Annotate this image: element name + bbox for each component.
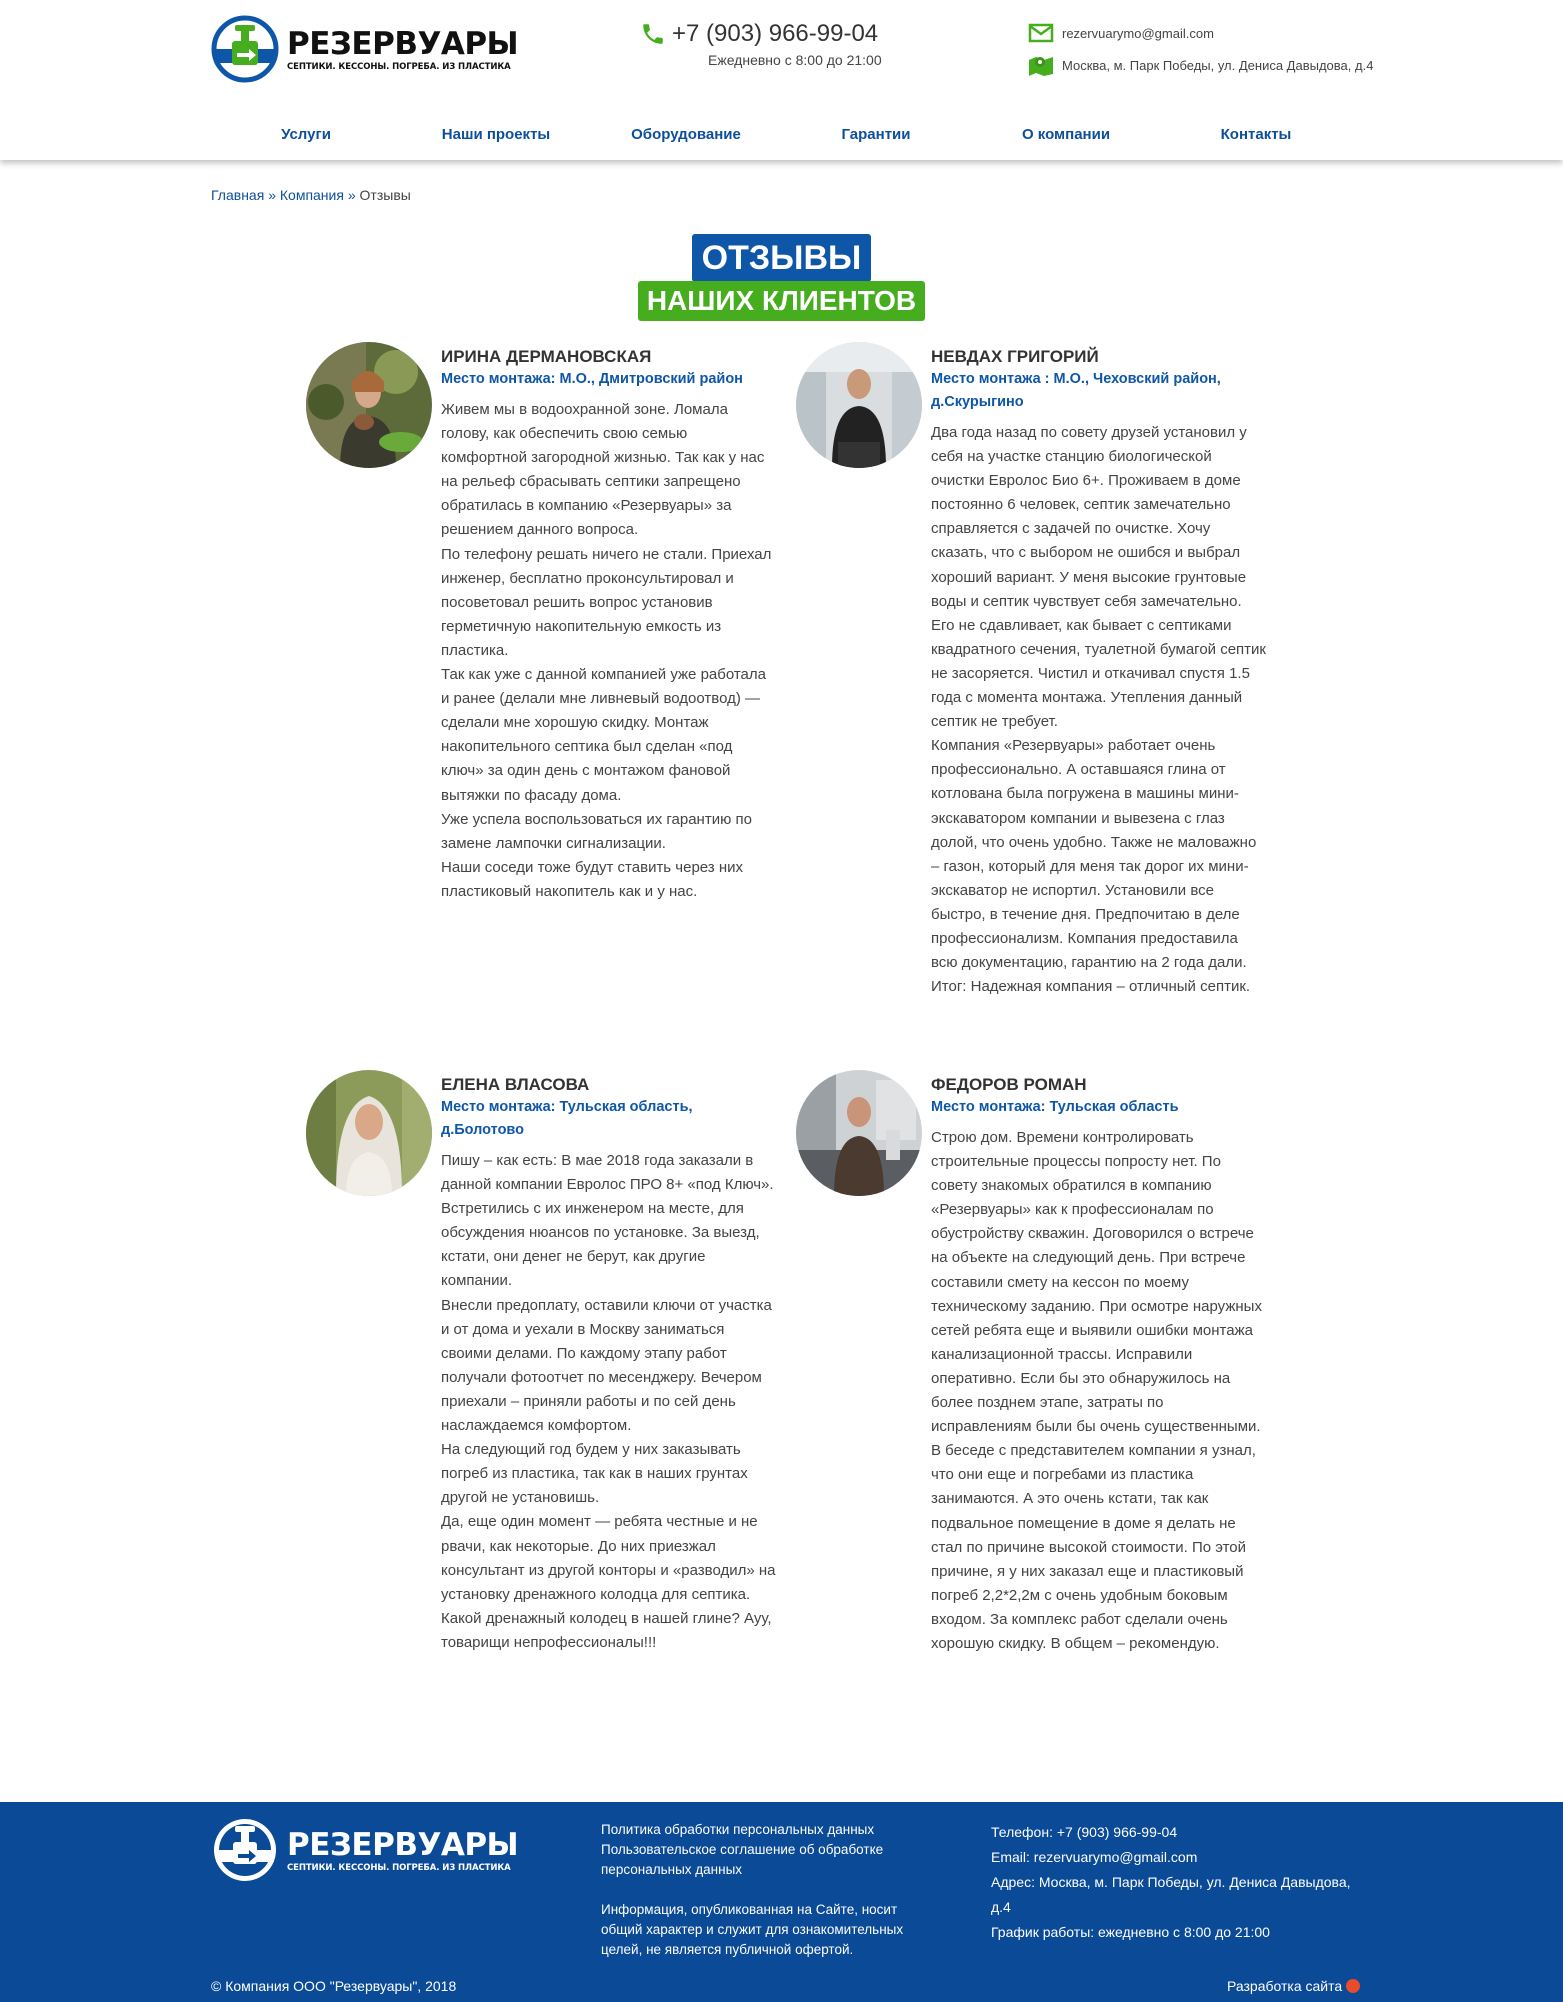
nav-item-guarantees[interactable]: Гарантии (841, 126, 911, 143)
footer-contacts (991, 1820, 1371, 1945)
developer-label: Разработка сайта (1227, 1978, 1343, 1994)
review-author: ИРИНА ДЕРМАНОВСКАЯ (441, 347, 652, 366)
map-icon (1028, 54, 1054, 76)
breadcrumb-separator: » (268, 187, 276, 203)
site-logo[interactable] (211, 14, 519, 84)
avatar (306, 1070, 432, 1196)
review-place: Место монтажа: Тульская область, д.Болотово (441, 1099, 693, 1138)
review-place: Место монтажа : М.О., Чеховский район, д.Скурыгино (931, 371, 1221, 410)
review-text: Два года назад по совету друзей установил у себя на участке станцию биологической очистки Евролос Био 6+. Проживаем в доме постоянно 6 человек, септик замечательно справляется с задачей по очистке. Хочу сказать, что с выбором не ошибся и выбрал хороший вариант. У меня высокие грунтовые воды и септик чувствует себя замечательно. Его не сдавливает, как бывает с септиками квадратного сечения, туалетной бумагой септик не засоряется. Чистил и откачивал спустя 1.5 года с момента монтажа. Утепления данный септик не требует. Компания «Резервуары» работает очень профессионально. А оставшаяся глина от котлована была погружена в машины мини-экскаватором компании и вывезена с глаз долой, что очень удобно. Также не маловажно – газон, который для меня так дорог их мини-экскаватор не испортил. Установили все быстро, в течение дня. Предпочитаю в деле профессионализм. Компания предоставила всю документацию, гарантию на 2 года дали. Итог: Надежная компания – отличный септик. (931, 424, 1266, 996)
working-hours: Ежедневно с 8:00 до 21:00 (708, 52, 882, 68)
avatar (796, 1070, 922, 1196)
mail-icon (1028, 22, 1054, 44)
review-text: Пишу – как есть: В мае 2018 года заказали в данной компании Евролос ПРО 8+ «под Ключ». Встретились с их инженером на месте, для обсуждения нюансов по установке. За выезд, кстати, они денег не берут, как другие компании. Внесли предоплату, оставили ключи от участка и от дома и уехали в Москву заниматься своими делами. По каждому этапу работ получали фотоотчет по месенджеру. Вечером приехали – приняли работы и по сей день наслаждаемся комфортом. На следующий год будем у них заказывать погреб из пластика, так как в наших грунтах другой не установишь. Да, еще один момент — ребята честные и не рвачи, как некоторые. До них приезжал консультант из другой конторы и «разводил» на установку дренажного колодца для септика. Какой дренажный колодец в нашей глине? Ауу, товарищи непрофессионалы!!! (441, 1152, 776, 1651)
privacy-policy-link[interactable]: Политика обработки персональных данных (601, 1822, 875, 1837)
breadcrumb-current: Отзывы (359, 187, 411, 203)
review-text: Строю дом. Времени контролировать строительные процессы попросту нет. По совету знакомых обратился в компанию «Резервуары» как к профессионалам по обустройству скважин. Договорился о встрече на объекте на следующий день. При встрече составили смету на кессон по моему техническому заданию. При осмотре наружных сетей ребята еще и выявили ошибки монтажа канализационной трассы. Исправили оперативно. Если бы это обнаружилось на более позднем этапе, затраты по исправлениям были бы очень существенными. В беседе с представителем компании я узнал, что они еще и погребами из пластика занимаются. А это очень кстати, так как подвальное помещение в доме я делать не стал по причине высокой стоимости. По этой причине, я у них заказал еще и пластиковый погреб 2,2*2,2м с очень удобным боковым входом. За комплекс работ сделали очень хорошую скидку. В общем – рекомендую. (931, 1129, 1262, 1652)
header-address: Москва, м. Парк Победы, ул. Дениса Давыдова, д.4 (1062, 57, 1374, 73)
review-place: Место монтажа: М.О., Дмитровский район (441, 371, 743, 387)
developer-link[interactable] (1227, 1978, 1360, 1994)
footer-legal (601, 1820, 941, 1960)
review-author: ЕЛЕНА ВЛАСОВА (441, 1075, 590, 1094)
review-author: НЕВДАХ ГРИГОРИЙ (931, 347, 1099, 366)
phone-icon (640, 21, 666, 47)
page-title-line1: ОТЗЫВЫ (692, 234, 872, 282)
nav-item-about[interactable]: О компании (1021, 126, 1111, 143)
contact-block (1028, 22, 1388, 76)
header-phone-link[interactable]: +7 (903) 966-99-04 (672, 20, 879, 47)
logo-subtitle: СЕПТИКИ. КЕССОНЫ. ПОГРЕБА. ИЗ ПЛАСТИКА (287, 61, 511, 72)
site-footer (0, 1802, 1563, 2002)
footer-address: Адрес: Москва, м. Парк Победы, ул. Дениса Давыдова, д.4 (991, 1874, 1351, 1915)
nav-item-contacts[interactable]: Контакты (1220, 126, 1292, 143)
footer-email[interactable]: Email: rezervuarymo@gmail.com (991, 1849, 1198, 1865)
header-email-link[interactable]: rezervuarymo@gmail.com (1062, 25, 1214, 41)
footer-logo[interactable] (211, 1816, 518, 1884)
main-nav (211, 126, 1351, 143)
nav-item-projects[interactable]: Наши проекты (441, 126, 551, 143)
avatar (796, 342, 922, 468)
breadcrumb (211, 187, 411, 203)
nav-item-equipment[interactable]: Оборудование (631, 126, 741, 143)
breadcrumb-company[interactable]: Компания (279, 187, 344, 203)
footer-logo-title: РЕЗЕРВУАРЫ (287, 1826, 519, 1863)
site-header (0, 0, 1563, 160)
developer-icon (1346, 1979, 1360, 1993)
logo-icon (211, 1816, 279, 1884)
footer-schedule: График работы: ежедневно с 8:00 до 21:00 (991, 1924, 1270, 1940)
breadcrumb-separator: » (347, 187, 356, 203)
user-agreement-link[interactable]: Пользовательское соглашение об обработке персональных данных (601, 1842, 884, 1877)
page-title (0, 234, 1563, 321)
nav-item-services[interactable]: Услуги (281, 126, 331, 143)
footer-logo-subtitle: СЕПТИКИ. КЕССОНЫ. ПОГРЕБА. ИЗ ПЛАСТИКА (287, 1862, 511, 1873)
footer-phone[interactable]: Телефон: +7 (903) 966-99-04 (991, 1824, 1178, 1840)
breadcrumb-home[interactable]: Главная (211, 187, 265, 203)
footer-disclaimer: Информация, опубликованная на Сайте, носит общий характер и служит для ознакомительных целей, не является публичной офертой. (601, 1902, 904, 1957)
avatar (306, 342, 432, 468)
phone-block (640, 20, 890, 68)
review-place: Место монтажа: Тульская область (931, 1099, 1179, 1115)
copyright: © Компания ООО "Резервуары", 2018 (211, 1978, 457, 1994)
review-text: Живем мы в водоохранной зоне. Ломала голову, как обеспечить свою семью комфортной загородной жизнью. Так как у нас на рельеф сбрасывать септики запрещено обратилась в компанию «Резервуары» за решением данного вопроса. По телефону решать ничего не стали. Приехал инженер, бесплатно проконсультировал и посоветовал решить вопрос установив герметичную накопительную емкость из пластика. Так как уже с данной компанией уже работала и ранее (делали мне ливневый водоотвод) — сделали мне хорошую скидку. Монтаж накопительного септика был сделан «под ключ» за один день с монтажом фановой вытяжки по фасаду дома. Уже успела воспользоваться их гарантию по замене лампочки сигнализации. Наши соседи тоже будут ставить через них пластиковый накопитель как и у нас. (441, 401, 772, 900)
logo-title: РЕЗЕРВУАРЫ (287, 25, 519, 62)
page-title-line2: НАШИХ КЛИЕНТОВ (638, 281, 925, 321)
review-author: ФЕДОРОВ РОМАН (931, 1075, 1087, 1094)
logo-icon (211, 15, 279, 83)
